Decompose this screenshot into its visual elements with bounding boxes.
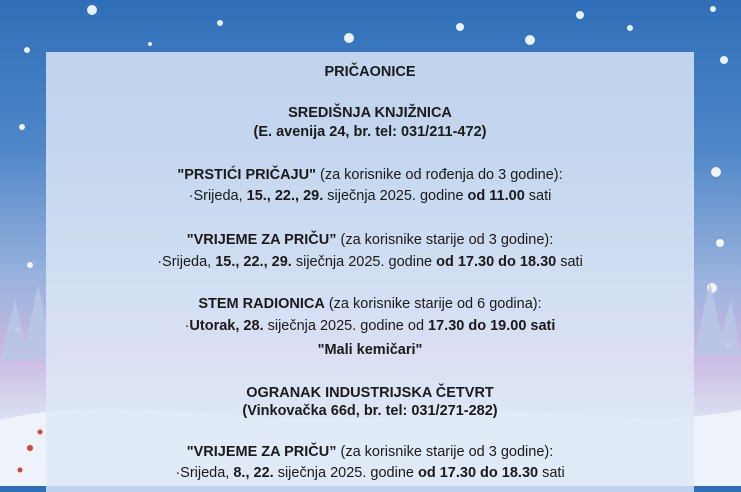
event-heading bbox=[46, 167, 694, 183]
event-audience: (za korisnike starije od 3 godine): bbox=[336, 232, 554, 248]
event-name: STEM RADIONICA bbox=[198, 296, 325, 312]
event-dates: 15., 22., 29. bbox=[215, 254, 292, 270]
event-day: ·Srijeda, bbox=[175, 465, 234, 481]
page-title: PRIČAONICE bbox=[324, 64, 416, 80]
event-heading bbox=[46, 232, 694, 248]
event-audience: (za korisnike od rođenja do 3 godine): bbox=[315, 167, 563, 183]
central-library-address: (E. avenija 24, br. tel: 031/211-472) bbox=[253, 124, 487, 140]
event-subtitle: "Mali kemičari" bbox=[317, 342, 423, 358]
event-dates: 8., 22. bbox=[233, 465, 274, 481]
event-schedule bbox=[46, 318, 694, 334]
event-name: "VRIJEME ZA PRIČU” bbox=[186, 232, 337, 248]
event-time: 17.30 do 19.00 sati bbox=[428, 318, 556, 334]
event-month: siječnja 2025. godine od bbox=[263, 318, 429, 334]
event-time: od 11.00 bbox=[467, 188, 525, 204]
event-day: ·Srijeda, bbox=[157, 254, 216, 270]
central-library-name: SREDIŠNJA KNJIŽNICA bbox=[288, 105, 452, 121]
event-day: ·Srijeda, bbox=[188, 188, 247, 204]
event-month: siječnja 2025. godine bbox=[273, 465, 418, 481]
event-suffix: sati bbox=[538, 465, 565, 481]
event-day: Utorak, 28. bbox=[189, 318, 264, 334]
event-time: od 17.30 do 18.30 bbox=[417, 465, 539, 481]
event-audience: (za korisnike starije od 3 godine): bbox=[336, 444, 554, 460]
event-suffix: sati bbox=[556, 254, 583, 270]
events-panel bbox=[46, 52, 694, 492]
event-name: "VRIJEME ZA PRIČU” bbox=[186, 444, 337, 460]
event-schedule bbox=[46, 465, 694, 481]
event-bullet: · bbox=[184, 318, 190, 334]
event-suffix: sati bbox=[524, 188, 552, 204]
branch-address: (Vinkovačka 66d, br. tel: 031/271-282) bbox=[242, 403, 498, 419]
event-audience: (za korisnike starije od 6 godina): bbox=[324, 296, 542, 312]
event-heading bbox=[46, 444, 694, 460]
event-month: siječnja 2025. godine bbox=[291, 254, 437, 270]
event-time: od 17.30 do 18.30 bbox=[436, 254, 557, 270]
event-dates: 15., 22., 29. bbox=[246, 188, 324, 204]
event-schedule bbox=[46, 254, 694, 270]
branch-name: OGRANAK INDUSTRIJSKA ČETVRT bbox=[246, 385, 494, 401]
event-month: siječnja 2025. godine bbox=[323, 188, 468, 204]
event-name: "PRSTIĆI PRIČAJU" bbox=[177, 167, 316, 183]
event-schedule bbox=[46, 188, 694, 204]
event-heading bbox=[46, 296, 694, 312]
